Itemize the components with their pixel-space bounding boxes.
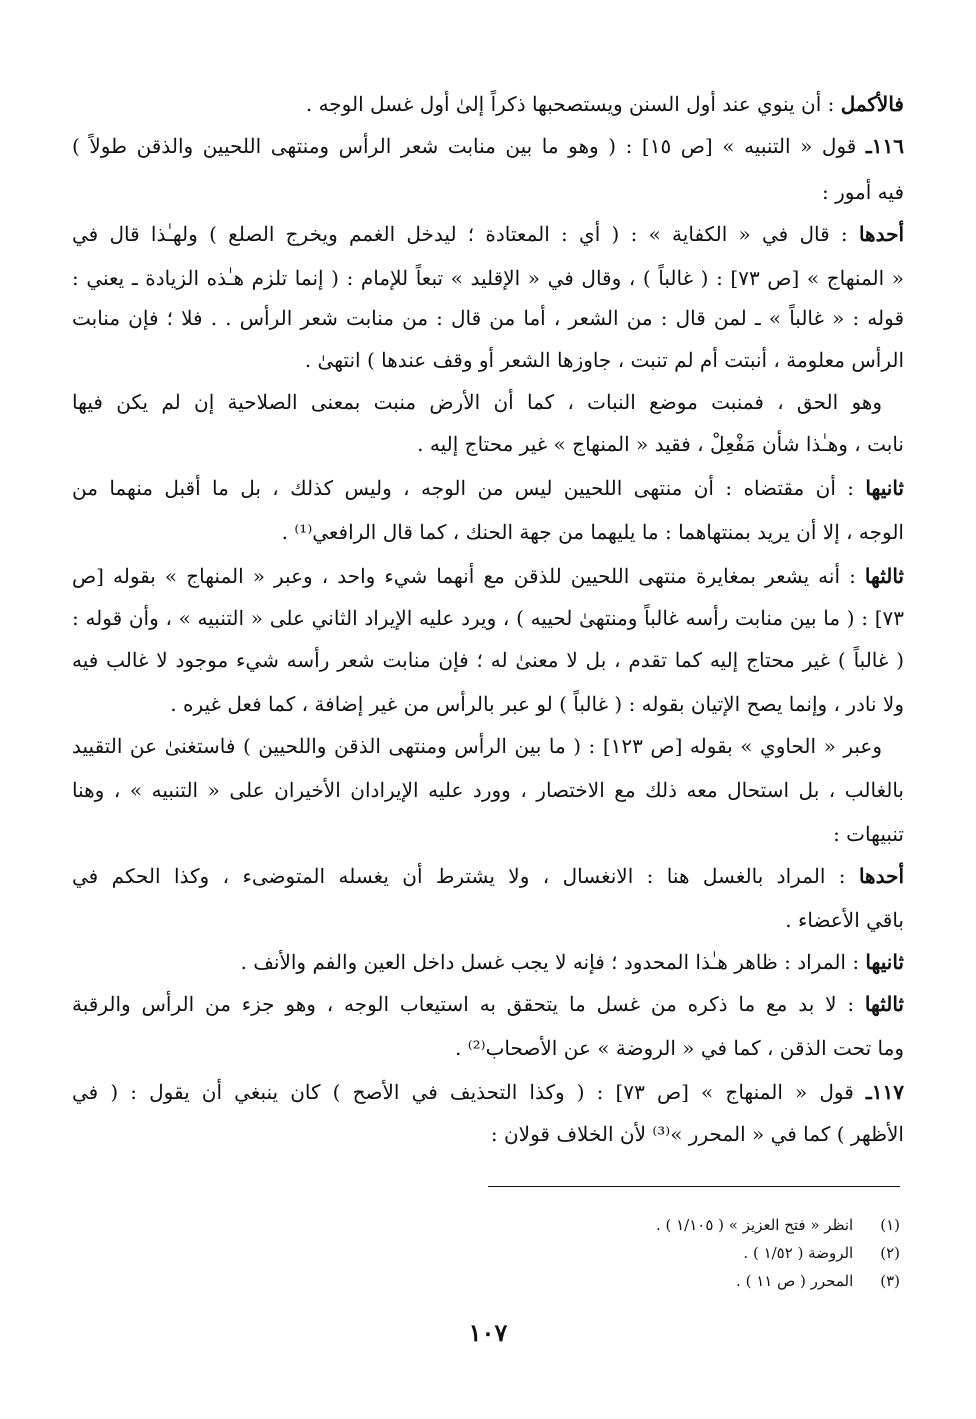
footnote-text: المحرر ( ص ١١ ) . [736, 1272, 858, 1290]
footnote-text: الروضة ( ١/٥٢ ) . [743, 1244, 858, 1262]
bold-lead: فالأكمل [840, 92, 904, 116]
bold-lead: ١١٧ـ [865, 1080, 904, 1104]
line-text: وما تحت الذقن ، كما في « الروضة » عن الأصحاب⁽²⁾ . [455, 1036, 904, 1060]
page-number: ١٠٧ [468, 1318, 508, 1347]
text-line [72, 900, 904, 940]
text-line [72, 382, 904, 422]
text-line [72, 258, 904, 298]
line-text: قول « المنهاج » [ص ٧٣] : ( وكذا التحذيف في الأصح ) كان ينبغي أن يقول : ( في [72, 1080, 866, 1104]
footnote [736, 1268, 900, 1294]
line-text: : قال في « الكفاية » : ( أي : المعتادة ؛ ليدخل الغمم ويخرج الصلع ) ولهـٰذا قال في [72, 222, 859, 246]
text-line [72, 512, 904, 552]
text-line [72, 1114, 904, 1154]
text-line [72, 1028, 904, 1068]
line-text: ( غالباً ) غير محتاج إليه كما تقدم ، بل لا معنىٰ له ؛ فإن منابت شعر رأسه شيء موجود لا غالب فيه [72, 648, 904, 672]
text-line [72, 942, 904, 982]
line-text: : أن مقتضاه : أن منتهى اللحيين ليس من الوجه ، وليس كذلك ، بل ما أقبل منهما من [72, 476, 866, 500]
text-line [72, 298, 904, 338]
text-line [72, 172, 904, 212]
bold-lead: ثالثها [864, 564, 904, 588]
text-line [72, 214, 904, 254]
line-text: ولا نادر ، وإنما يصح الإتيان بقوله : ( غالباً ) لو عبر بالرأس من غير إضافة ، كما فعل غيره . [170, 692, 904, 716]
line-text: قول « التنبيه » [ص ١٥] : ( وهو ما بين منابت شعر الرأس ومنتهى اللحيين والذقن طولاً ) [72, 134, 866, 158]
bold-lead: أحدها [858, 864, 904, 888]
text-line [72, 468, 904, 508]
text-line [72, 856, 904, 896]
bold-lead: ثانيها [865, 476, 904, 500]
footnote [656, 1212, 900, 1238]
text-line [72, 598, 904, 638]
line-text: « المنهاج » [ص ٧٣] : ( غالباً ) ، وقال في « الإقليد » تبعاً للإمام : ( إنما تلزم هـٰذه الزيادة ـ يعني : [72, 266, 904, 290]
text-line [72, 726, 904, 766]
text-line [72, 814, 904, 854]
line-text: : أنه يشعر بمغايرة منتهى اللحيين للذقن مع أنهما شيء واحد ، وعبر « المنهاج » بقوله [ص [72, 564, 865, 588]
text-line [72, 126, 904, 166]
line-text: نابت ، وهـٰذا شأن مَفْعِلْ ، فقيد « المنهاج » غير محتاج إليه . [417, 432, 904, 456]
line-text: : لا بد مع ما ذكره من غسل ما يتحقق به استيعاب الوجه ، وهو جزء من الرأس والرقبة [72, 992, 865, 1016]
line-text: تنبيهات : [833, 822, 904, 846]
bold-lead: أحدها [858, 222, 904, 246]
line-text: وهو الحق ، فمنبت موضع النبات ، كما أن الأرض منبت بمعنى الصلاحية إن لم يكن فيها [72, 390, 882, 414]
text-line [72, 340, 904, 380]
line-text: فيه أمور : [821, 180, 904, 204]
line-text: ٧٣] : ( ما بين منابت رأسه غالباً ومنتهىٰ لحييه ) ، ويرد عليه الإيراد الثاني على « التنبيه » ، وأن قوله : [72, 606, 904, 630]
text-line [72, 984, 904, 1024]
line-text: : المراد : ظاهر هـٰذا المحدود ؛ فإنه لا يجب غسل داخل العين والفم والأنف . [240, 950, 866, 974]
text-line [72, 84, 904, 124]
text-line [72, 556, 904, 596]
text-line [72, 640, 904, 680]
footnote-separator [488, 1186, 900, 1187]
text-line [72, 1072, 904, 1112]
line-text: الأظهر ) كما في « المحرر »⁽³⁾ لأن الخلاف قولان : [490, 1122, 904, 1146]
line-text: : المراد بالغسل هنا : الانغسال ، ولا يشترط أن يغسله المتوضىء ، وكذا الحكم في [72, 864, 859, 888]
text-line [72, 770, 904, 810]
footnote-number: (٣) [880, 1272, 900, 1290]
line-text: الوجه ، إلا أن يريد بمنتهاهما : ما يليهما من جهة الحنك ، كما قال الرافعي⁽¹⁾ . [281, 520, 904, 544]
footnote [743, 1240, 900, 1266]
bold-lead: ثالثها [864, 992, 904, 1016]
bold-lead: ١١٦ـ [865, 134, 904, 158]
footnote-number: (١) [880, 1216, 900, 1234]
line-text: قوله : « غالباً » ـ لمن قال : من الشعر ، أما من قال : من منابت شعر الرأس . . فلا ؛ فإن منابت [72, 306, 904, 330]
line-text: : أن ينوي عند أول السنن ويستصحبها ذكراً إلىٰ أول غسل الوجه . [305, 92, 841, 116]
bold-lead: ثانيها [865, 950, 904, 974]
footnote-number: (٢) [880, 1244, 900, 1262]
footnote-text: انظر « فتح العزيز » ( ١/١٠٥ ) . [655, 1216, 858, 1234]
text-line [72, 684, 904, 724]
line-text: وعبر « الحاوي » بقوله [ص ١٢٣] : ( ما بين الرأس ومنتهى الذقن واللحيين ) فاستغنىٰ عن التقييد [72, 734, 883, 758]
line-text: بالغالب ، بل استحال معه ذلك مع الاختصار ، وورد عليه الإيرادان الأخيران على « التنبيه » ، وهنا [72, 778, 904, 802]
line-text: الرأس معلومة ، أنبتت أم لم تنبت ، جاوزها الشعر أو وقف عندها ) انتهىٰ . [304, 348, 904, 372]
line-text: باقي الأعضاء . [785, 908, 904, 932]
text-line [72, 424, 904, 464]
